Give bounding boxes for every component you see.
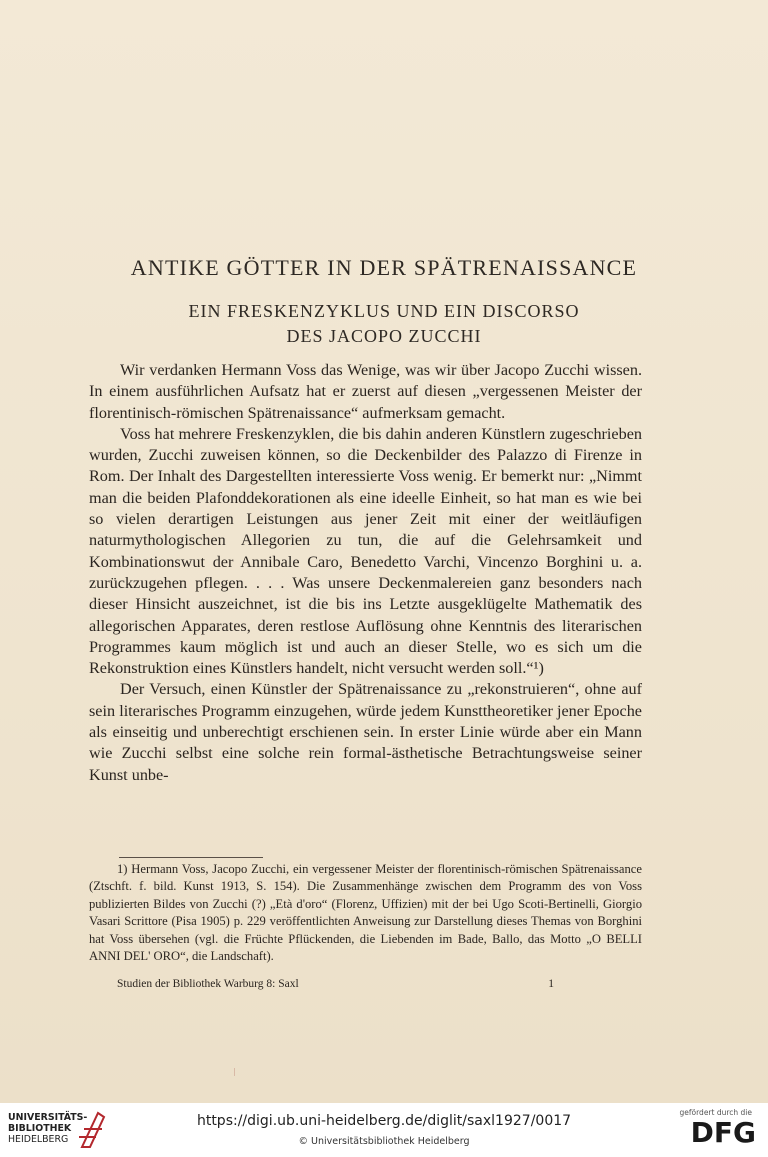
permalink-url[interactable]: https://digi.ub.uni-heidelberg.de/diglit/saxl1927/0017	[196, 1113, 572, 1129]
running-footer	[117, 978, 642, 990]
dfg-logo[interactable]: DFG	[690, 1116, 756, 1149]
library-name-line-1: UNIVERSITÄTS-	[8, 1112, 88, 1123]
page-number: 1	[548, 978, 554, 990]
copyright-notice: © Universitätsbibliothek Heidelberg	[298, 1136, 470, 1147]
library-name-line-3: HEIDELBERG	[8, 1134, 69, 1145]
paragraph-3: Der Versuch, einen Künstler der Spätrenaissance zu „rekonstruieren“, ohne auf sein literarisches Programm einzugehen, würde jedem Kunsttheoretiker jener Epoche als einseitig und unberechtigt erschienen sein. In erster Linie würde aber ein Mann wie Zucchi selbst eine solche rein formal-ästhetische Betrachtungsweise seiner Kunst unbe-	[89, 680, 642, 784]
viewer-footer	[0, 1103, 768, 1157]
paragraph-1: Wir verdanken Hermann Voss das Wenige, was wir über Jacopo Zucchi wissen. In einem ausführlichen Aufsatz hat er zuerst auf diesen „vergessenen Meister der florentinisch-römischen Spätrenaissance“ aufmerksam gemacht.	[89, 361, 642, 422]
subtitle-line-2: DES JACOPO ZUCCHI	[286, 326, 482, 346]
library-name-line-2: BIBLIOTHEK	[8, 1123, 72, 1134]
footnote-text: 1) Hermann Voss, Jacopo Zucchi, ein vergessener Meister der florentinisch-römischen Spätrenaissance (Ztschft. f. bild. Kunst 1913, S. 154). Die Zusammenhänge zwischen dem Programm des von Voss publizierten Bildes von Zucchi (?) „Età d'oro“ (Florenz, Uffizien) mit der bei Ugo Scoti-Bertinelli, Giorgio Vasari Scrittore (Pisa 1905) p. 229 veröffentlichten Anweisung zur Darstellung dieses Themas von Borghini hat Voss übersehen (vgl. die Früchte Pflückenden, die Liebenden im Bade, Ballo, das Motto „O BELLI ANNI DEL' ORO“, die Landschaft).	[89, 862, 642, 964]
series-line: Studien der Bibliothek Warburg 8: Saxl	[117, 978, 299, 990]
body-text	[89, 360, 642, 786]
page-title: ANTIKE GÖTTER IN DER SPÄTRENAISSANCE	[130, 255, 638, 280]
paragraph-2: Voss hat mehrere Freskenzyklen, die bis dahin anderen Künstlern zugeschrieben wurden, Zucchi zuweisen können, so die Deckenbilder des Palazzo di Firenze in Rom. Der Inhalt des Dargestellten interessierte Voss wenig. Er bemerkt nur: „Nimmt man die beiden Plafonddekorationen als eine ideelle Einheit, so hat man es wie bei so vielen derartigen Leistungen aus jener Zeit mit einer der weitläufigen naturmythologischen Allegorien zu tun, die auf die Gelehrsamkeit und Kombinationswut der Annibale Caro, Benedetto Varchi, Vincenzo Borghini u. a. zurückzugehen pflegen. . . . Was unsere Deckenmalereien ganz besonders nach dieser Hinsicht auszeichnet, ist die bis ins Letzte ausgeklügelte Mathematik des allegorischen Apparates, deren restlose Auflösung ohne Kenntnis des literarischen Programmes kaum möglich ist und auch an dieser Stelle, wo es sich um die Rekonstruktion eines Künstlers handelt, nicht versucht werden soll.“¹)	[89, 424, 642, 678]
footnote	[89, 861, 642, 965]
footnote-divider	[119, 857, 263, 858]
subtitle-line-1: EIN FRESKENZYKLUS UND EIN DISCORSO	[188, 301, 580, 321]
scan-mark	[234, 1068, 235, 1076]
funding-label: gefördert durch die	[679, 1108, 752, 1117]
